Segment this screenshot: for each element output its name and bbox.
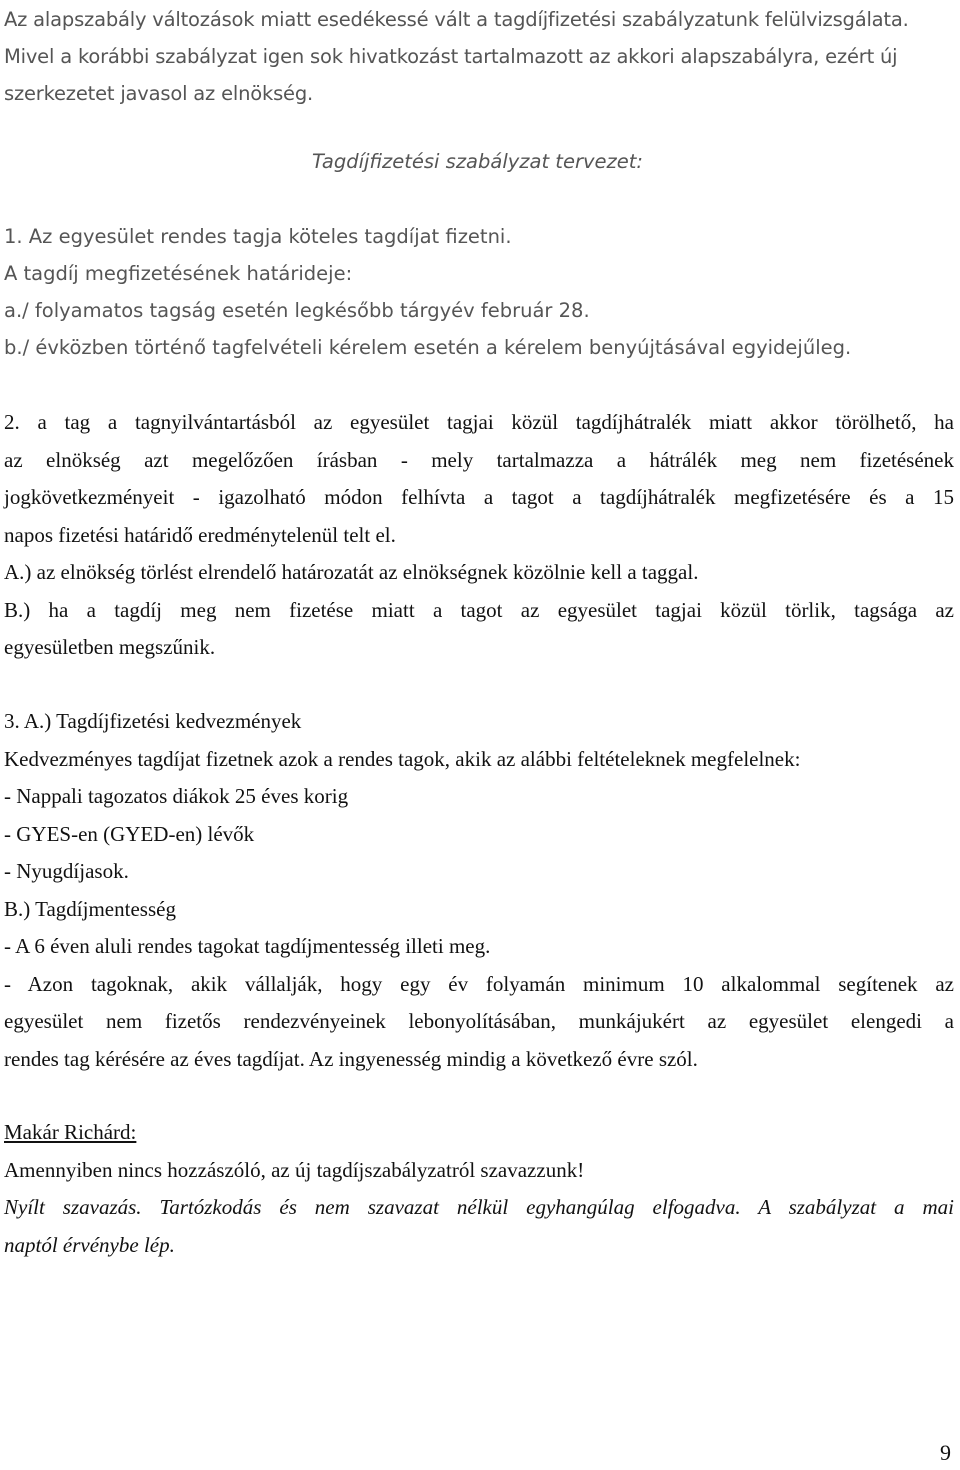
section-1-line: A tagdíj megfizetésének határideje: <box>4 262 353 285</box>
intro-line: szerkezetet javasol az elnökség. <box>4 82 313 105</box>
section-3-line: - Nappali tagozatos diákok 25 éves korig <box>4 784 349 808</box>
section-1 <box>4 218 954 366</box>
section-3-line: Kedvezményes tagdíjat fizetnek azok a rendes tagok, akik az alábbi feltételeknek megfelelnek: <box>4 746 801 771</box>
section-1-line: a./ folyamatos tagság esetén legkésőbb tárgyév február 28. <box>4 299 590 322</box>
section-2-line: A.) az elnökség törlést elrendelő határozatát az elnökségnek közölnie kell a taggal. <box>4 560 699 584</box>
section-3-line: - Nyugdíjasok. <box>4 859 129 883</box>
section-3-line: 3. A.) Tagdíjfizetési kedvezmények <box>4 709 302 733</box>
section-3-line: egyesület nem fizetős rendezvényeinek lebonyolításában, munkájukért az egyesület elengedi a <box>4 1009 954 1033</box>
speaker-name: Makár Richárd: <box>4 1120 137 1144</box>
section-2-line: az elnökség azt megelőzően írásban - mely tartalmazza a hátrálék meg nem fizetésének <box>4 447 954 472</box>
vote-result-line: Nyílt szavazás. Tartózkodás és nem szavazat nélkül egyhangúlag elfogadva. A szabályzat a mai <box>4 1195 954 1219</box>
section-4 <box>4 1114 954 1264</box>
section-3-line: rendes tag kérésére az éves tagdíjat. Az ingyenesség mindig a következő évre szól. <box>4 1046 698 1071</box>
section-2 <box>4 404 954 667</box>
section-3-line: - GYES-en (GYED-en) lévők <box>4 821 255 846</box>
section-2-line: B.) ha a tagdíj meg nem fizetése miatt a tagot az egyesület tagjai közül törlik, tagsága az <box>4 597 954 622</box>
section-3-line: - A 6 éven aluli rendes tagokat tagdíjmentesség illeti meg. <box>4 934 491 958</box>
section-1-line: b./ évközben történő tagfelvételi kérelem esetén a kérelem benyújtásával egyidejűleg. <box>4 336 852 359</box>
vote-result-line: naptól érvénybe lép. <box>4 1232 175 1257</box>
section-2-line: jogkövetkezményeit - igazolható módon felhívta a tagot a tagdíjhátralék megfizetésére és a 15 <box>4 485 954 509</box>
draft-heading: Tagdíjfizetési szabályzat tervezet: <box>312 150 643 173</box>
page-number: 9 <box>940 1440 951 1465</box>
section-1-line: 1. Az egyesület rendes tagja köteles tagdíjat fizetni. <box>4 225 512 248</box>
section-2-line: egyesületben megszűnik. <box>4 635 216 659</box>
section-2-line: 2. a tag a tagnyilvántartásból az egyesület tagjai közül tagdíjhátralék miatt akkor törölhető, ha <box>4 410 954 434</box>
section-2-line: napos fizetési határidő eredménytelenül telt el. <box>4 522 396 547</box>
intro-line: Az alapszabály változások miatt esedékessé vált a tagdíjfizetési szabályzatunk felülvizsgálata. <box>4 8 909 31</box>
section-3-line: - Azon tagoknak, akik vállalják, hogy egy év folyamán minimum 10 alkalommal segítenek az <box>4 971 954 996</box>
section-3 <box>4 703 954 1078</box>
intro-paragraph <box>4 1 954 112</box>
section-3-line: B.) Tagdíjmentesség <box>4 896 176 921</box>
speaker-statement: Amennyiben nincs hozzászóló, az új tagdíjszabályzatról szavazzunk! <box>4 1157 585 1182</box>
intro-line: Mivel a korábbi szabályzat igen sok hivatkozást tartalmazott az akkori alapszabályra, ezért új <box>4 45 898 68</box>
